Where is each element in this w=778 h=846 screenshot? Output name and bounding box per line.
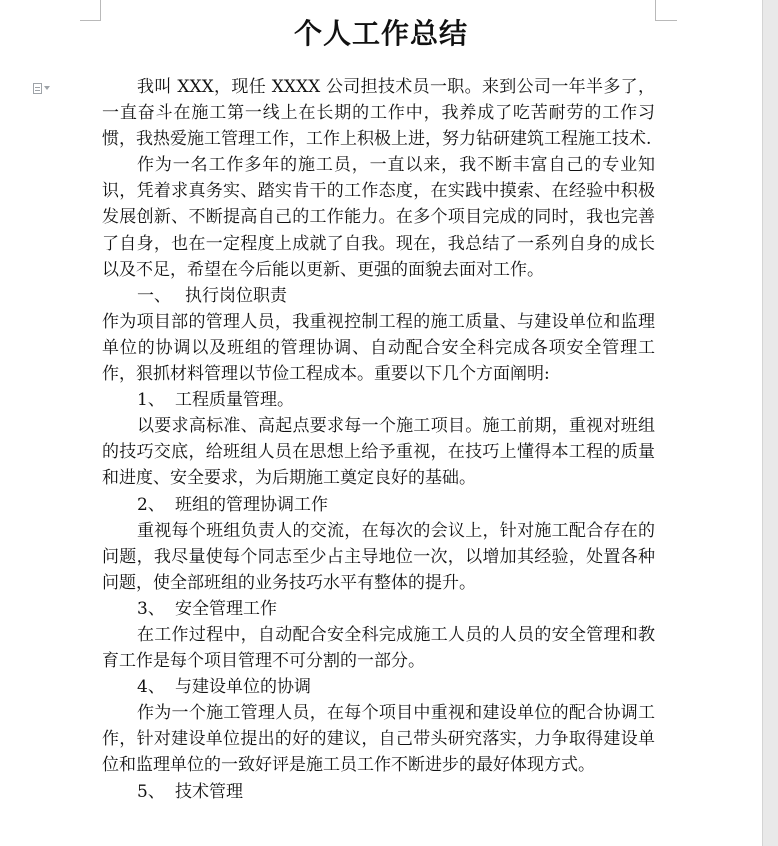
item-title-5: 技术管理 <box>175 781 243 802</box>
item-title-1: 工程质量管理。 <box>175 390 294 411</box>
item-number-5: 5、 <box>137 781 165 802</box>
caret-down-icon <box>44 86 50 90</box>
item-title-4: 与建设单位的协调 <box>175 677 311 698</box>
item-heading-5 <box>102 779 655 805</box>
item-text-2: 重视每个班组负责人的交流，在每次的会议上，针对施工配合存在的问题，我尽量使每个同志至少占主导地位一次，以增加其经验，处置各种问题，使全部班组的业务技巧水平有整体的提升。 <box>102 520 655 593</box>
paragraph-menu-button[interactable] <box>33 81 55 95</box>
scroll-gutter[interactable] <box>762 0 778 846</box>
section-number: 一、 <box>137 285 171 306</box>
item-heading-1 <box>102 387 655 413</box>
item-number-1: 1、 <box>137 390 165 411</box>
item-number-2: 2、 <box>137 494 165 515</box>
paragraph-intro: 我叫 XXX，现任 XXXX 公司担技术员一职。来到公司一年半多了，一直奋斗在施工第一线上在长期的工作中，我养成了吃苦耐劳的工作习惯，我热爱施工管理工作，工作上积极上进，努力钻研建筑工程施工技术. <box>102 77 655 150</box>
document-body <box>102 74 655 805</box>
item-number-4: 4、 <box>137 677 165 698</box>
document-icon <box>33 83 42 94</box>
item-title-2: 班组的管理协调工作 <box>175 494 328 515</box>
item-number-3: 3、 <box>137 598 165 619</box>
item-title-3: 安全管理工作 <box>175 598 277 619</box>
item-text-3: 在工作过程中，自动配合安全科完成施工人员的人员的安全管理和教育工作是每个项目管理不可分割的一部分。 <box>102 624 655 672</box>
paragraph-experience: 作为一名工作多年的施工员，一直以来，我不断丰富自己的专业知识，凭着求真务实、踏实肯干的工作态度，在实践中摸索、在经验中积极发展创新、不断提高自己的工作能力。在多个项目完成的同时，我也完善了自身，也在一定程度上成就了自我。现在，我总结了一系列自身的成长以及不足，希望在今后能以更新、更强的面貌去面对工作。 <box>102 155 655 280</box>
section-title: 执行岗位职责 <box>185 285 287 306</box>
section-intro: 作为项目部的管理人员，我重视控制工程的施工质量、与建设单位和监理单位的协调以及班组的管理协调、自动配合安全科完成各项安全管理工作，狠抓材料管理以节俭工程成本。重要以下几个方面阐明: <box>102 311 655 385</box>
document-title: 个人工作总结 <box>293 17 468 50</box>
item-heading-4 <box>102 674 655 700</box>
section-heading <box>102 283 655 309</box>
item-text-4: 作为一个施工管理人员，在每个项目中重视和建设单位的配合协调工作，针对建设单位提出的好的建议，自己带头研究落实，力争取得建设单位和监理单位的一致好评是施工员工作不断进步的最好体现方式。 <box>102 703 655 776</box>
item-heading-3 <box>102 596 655 622</box>
item-text-1: 以要求高标准、高起点要求每一个施工项目。施工前期，重视对班组的技巧交底，给班组人员在思想上给予重视，在技巧上懂得本工程的质量和进度、安全要求，为后期施工奠定良好的基础。 <box>102 416 655 489</box>
item-heading-2 <box>102 492 655 518</box>
